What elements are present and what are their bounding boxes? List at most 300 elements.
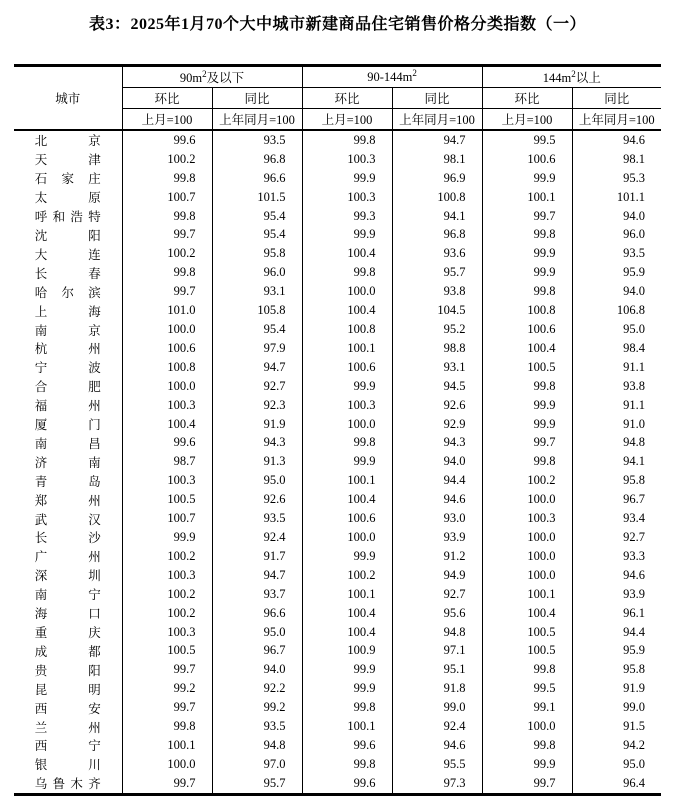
index-value-cell: 99.8 <box>302 434 392 453</box>
index-value-cell: 99.9 <box>302 377 392 396</box>
table-row <box>14 339 661 358</box>
mom-base-header: 上月=100 <box>482 109 572 131</box>
index-value-cell: 101.0 <box>122 301 212 320</box>
index-value-cell: 100.3 <box>302 188 392 207</box>
index-value-cell: 92.6 <box>392 396 482 415</box>
index-value-cell: 95.0 <box>572 755 661 774</box>
table-row <box>14 528 661 547</box>
city-name: 郑州 <box>34 493 101 508</box>
index-value-cell: 92.6 <box>212 490 302 509</box>
index-value-cell: 100.3 <box>122 396 212 415</box>
index-value-cell: 92.2 <box>212 679 302 698</box>
city-name: 北京 <box>34 134 101 149</box>
table-row <box>14 755 661 774</box>
index-value-cell: 99.8 <box>482 736 572 755</box>
city-cell <box>14 604 122 623</box>
index-value-cell: 99.9 <box>482 263 572 282</box>
index-value-cell: 100.8 <box>482 301 572 320</box>
index-value-cell: 91.9 <box>212 415 302 434</box>
index-value-cell: 106.8 <box>572 301 661 320</box>
table-row <box>14 169 661 188</box>
table-row <box>14 150 661 169</box>
table-row <box>14 585 661 604</box>
index-value-cell: 93.5 <box>212 130 302 150</box>
table-row <box>14 471 661 490</box>
city-name: 西宁 <box>34 739 101 754</box>
index-value-cell: 100.0 <box>482 717 572 736</box>
yoy-header: 同比 <box>392 88 482 109</box>
yoy-header: 同比 <box>212 88 302 109</box>
index-value-cell: 96.9 <box>392 169 482 188</box>
index-value-cell: 99.9 <box>302 679 392 698</box>
index-value-cell: 99.7 <box>122 282 212 301</box>
index-value-cell: 98.1 <box>392 150 482 169</box>
city-name: 青岛 <box>34 474 101 489</box>
index-value-cell: 99.9 <box>482 415 572 434</box>
index-value-cell: 96.8 <box>212 150 302 169</box>
index-value-cell: 99.8 <box>482 377 572 396</box>
mom-base-header: 上月=100 <box>302 109 392 131</box>
table-row <box>14 282 661 301</box>
index-value-cell: 92.7 <box>572 528 661 547</box>
index-value-cell: 100.1 <box>482 585 572 604</box>
index-value-cell: 100.7 <box>122 188 212 207</box>
table-row <box>14 188 661 207</box>
index-value-cell: 99.8 <box>122 169 212 188</box>
index-value-cell: 101.1 <box>572 188 661 207</box>
index-value-cell: 99.8 <box>122 207 212 226</box>
index-value-cell: 99.7 <box>122 698 212 717</box>
index-value-cell: 97.1 <box>392 641 482 660</box>
index-value-cell: 99.8 <box>482 660 572 679</box>
index-value-cell: 99.0 <box>392 698 482 717</box>
index-value-cell: 96.7 <box>212 641 302 660</box>
index-value-cell: 100.9 <box>302 641 392 660</box>
index-value-cell: 92.4 <box>392 717 482 736</box>
city-name: 海口 <box>34 607 101 622</box>
yoy-base-header: 上年同月=100 <box>392 109 482 131</box>
city-name: 西安 <box>34 701 101 716</box>
index-value-cell: 99.5 <box>482 679 572 698</box>
index-value-cell: 100.4 <box>482 339 572 358</box>
index-value-cell: 91.1 <box>572 358 661 377</box>
table-row <box>14 604 661 623</box>
city-name: 银川 <box>34 758 101 773</box>
table-body <box>14 130 661 794</box>
city-cell <box>14 566 122 585</box>
index-value-cell: 99.8 <box>482 226 572 245</box>
city-cell <box>14 263 122 282</box>
city-cell <box>14 301 122 320</box>
index-value-cell: 100.2 <box>122 547 212 566</box>
index-value-cell: 99.8 <box>302 130 392 150</box>
index-value-cell: 100.0 <box>122 377 212 396</box>
table-row <box>14 301 661 320</box>
index-value-cell: 100.1 <box>302 339 392 358</box>
city-cell <box>14 471 122 490</box>
table-row <box>14 774 661 794</box>
index-value-cell: 96.0 <box>212 263 302 282</box>
city-name: 宁波 <box>34 361 101 376</box>
city-cell <box>14 585 122 604</box>
city-name: 兰州 <box>34 720 101 735</box>
index-value-cell: 93.7 <box>212 585 302 604</box>
index-value-cell: 100.7 <box>122 509 212 528</box>
city-name: 深圳 <box>34 569 101 584</box>
index-value-cell: 95.3 <box>572 169 661 188</box>
city-cell <box>14 282 122 301</box>
index-value-cell: 99.9 <box>482 396 572 415</box>
city-name: 南昌 <box>34 436 101 451</box>
index-value-cell: 94.1 <box>392 207 482 226</box>
table-row <box>14 377 661 396</box>
city-cell <box>14 169 122 188</box>
index-value-cell: 96.8 <box>392 226 482 245</box>
index-value-cell: 95.0 <box>572 320 661 339</box>
city-cell <box>14 774 122 794</box>
index-value-cell: 95.4 <box>212 320 302 339</box>
mom-header: 环比 <box>482 88 572 109</box>
index-value-cell: 100.3 <box>122 623 212 642</box>
index-value-cell: 100.4 <box>482 604 572 623</box>
mom-header: 环比 <box>302 88 392 109</box>
index-value-cell: 91.7 <box>212 547 302 566</box>
index-value-cell: 94.0 <box>572 282 661 301</box>
index-value-cell: 93.5 <box>212 717 302 736</box>
index-value-cell: 100.2 <box>122 585 212 604</box>
city-cell <box>14 490 122 509</box>
table-row <box>14 698 661 717</box>
city-cell <box>14 509 122 528</box>
city-cell <box>14 320 122 339</box>
index-value-cell: 100.5 <box>482 358 572 377</box>
city-cell <box>14 339 122 358</box>
size-group-header-over144: $144m^2$以上 <box>482 66 661 88</box>
index-value-cell: 93.1 <box>212 282 302 301</box>
city-name: 重庆 <box>34 626 101 641</box>
index-value-cell: 100.4 <box>302 604 392 623</box>
index-value-cell: 100.0 <box>302 282 392 301</box>
index-value-cell: 100.5 <box>482 641 572 660</box>
index-value-cell: 96.0 <box>572 226 661 245</box>
index-value-cell: 100.6 <box>302 509 392 528</box>
index-value-cell: 99.8 <box>302 263 392 282</box>
index-value-cell: 100.8 <box>122 358 212 377</box>
city-cell <box>14 358 122 377</box>
page-title: 表3：2025年1月70个大中城市新建商品住宅销售价格分类指数（一） <box>88 16 586 33</box>
city-name: 武汉 <box>34 512 101 527</box>
index-value-cell: 101.5 <box>212 188 302 207</box>
index-value-cell: 99.7 <box>482 774 572 794</box>
city-name: 福州 <box>34 399 101 414</box>
table-row <box>14 226 661 245</box>
index-value-cell: 93.5 <box>572 244 661 263</box>
index-value-cell: 91.1 <box>572 396 661 415</box>
index-value-cell: 104.5 <box>392 301 482 320</box>
index-value-cell: 94.8 <box>392 623 482 642</box>
index-value-cell: 100.1 <box>302 717 392 736</box>
mom-base-header: 上月=100 <box>122 109 212 131</box>
index-value-cell: 91.3 <box>212 452 302 471</box>
city-name: 成都 <box>34 644 101 659</box>
index-value-cell: 95.8 <box>572 660 661 679</box>
index-value-cell: 99.8 <box>302 698 392 717</box>
index-value-cell: 100.6 <box>482 150 572 169</box>
index-value-cell: 100.4 <box>302 301 392 320</box>
index-value-cell: 105.8 <box>212 301 302 320</box>
index-value-cell: 94.2 <box>572 736 661 755</box>
index-value-cell: 97.0 <box>212 755 302 774</box>
index-value-cell: 95.7 <box>212 774 302 794</box>
city-cell <box>14 150 122 169</box>
index-value-cell: 95.5 <box>392 755 482 774</box>
index-value-cell: 99.9 <box>302 226 392 245</box>
table-row <box>14 679 661 698</box>
index-value-cell: 93.9 <box>392 528 482 547</box>
index-value-cell: 99.9 <box>302 169 392 188</box>
index-value-cell: 100.0 <box>482 490 572 509</box>
superscript-2: 2 <box>571 68 576 79</box>
city-cell <box>14 130 122 150</box>
index-value-cell: 100.0 <box>122 755 212 774</box>
index-value-cell: 100.1 <box>302 585 392 604</box>
index-value-cell: 94.7 <box>392 130 482 150</box>
city-cell <box>14 736 122 755</box>
index-value-cell: 92.4 <box>212 528 302 547</box>
index-value-cell: 100.3 <box>482 509 572 528</box>
table-row <box>14 263 661 282</box>
index-value-cell: 94.6 <box>392 490 482 509</box>
index-value-cell: 91.0 <box>572 415 661 434</box>
city-cell <box>14 660 122 679</box>
city-cell <box>14 452 122 471</box>
index-value-cell: 100.3 <box>122 471 212 490</box>
index-value-cell: 99.8 <box>482 452 572 471</box>
index-value-cell: 98.8 <box>392 339 482 358</box>
index-value-cell: 100.6 <box>122 339 212 358</box>
city-cell <box>14 415 122 434</box>
index-value-cell: 99.9 <box>302 547 392 566</box>
index-value-cell: 100.4 <box>302 623 392 642</box>
city-cell <box>14 547 122 566</box>
index-value-cell: 100.0 <box>482 566 572 585</box>
index-value-cell: 99.7 <box>122 226 212 245</box>
table-row <box>14 547 661 566</box>
superscript-2: 2 <box>412 68 417 79</box>
index-value-cell: 91.8 <box>392 679 482 698</box>
city-cell <box>14 679 122 698</box>
index-value-cell: 95.6 <box>392 604 482 623</box>
index-value-cell: 99.9 <box>122 528 212 547</box>
index-value-cell: 100.4 <box>302 244 392 263</box>
table-row <box>14 509 661 528</box>
yoy-header: 同比 <box>572 88 661 109</box>
mom-header: 环比 <box>122 88 212 109</box>
index-value-cell: 93.8 <box>392 282 482 301</box>
index-value-cell: 100.8 <box>302 320 392 339</box>
size-group-header-90-144: $90-144m^2$ <box>302 66 482 88</box>
index-value-cell: 92.9 <box>392 415 482 434</box>
city-cell <box>14 207 122 226</box>
city-name: 广州 <box>34 550 101 565</box>
index-value-cell: 98.4 <box>572 339 661 358</box>
index-value-cell: 100.8 <box>392 188 482 207</box>
index-value-cell: 100.1 <box>122 736 212 755</box>
index-value-cell: 95.4 <box>212 207 302 226</box>
city-name: 贵阳 <box>34 663 101 678</box>
city-name: 长春 <box>34 266 101 281</box>
city-cell <box>14 698 122 717</box>
table-row <box>14 623 661 642</box>
index-value-cell: 99.9 <box>482 755 572 774</box>
index-value-cell: 93.4 <box>572 509 661 528</box>
index-value-cell: 92.7 <box>392 585 482 604</box>
index-value-cell: 93.9 <box>572 585 661 604</box>
index-value-cell: 94.3 <box>212 434 302 453</box>
table-row <box>14 660 661 679</box>
index-value-cell: 91.5 <box>572 717 661 736</box>
table-row <box>14 396 661 415</box>
index-value-cell: 99.1 <box>482 698 572 717</box>
table-row <box>14 358 661 377</box>
index-value-cell: 100.0 <box>482 547 572 566</box>
index-value-cell: 99.7 <box>122 660 212 679</box>
index-value-cell: 100.2 <box>122 150 212 169</box>
index-value-cell: 100.5 <box>482 623 572 642</box>
table-row <box>14 641 661 660</box>
city-name: 长沙 <box>34 531 101 546</box>
index-value-cell: 93.6 <box>392 244 482 263</box>
index-value-cell: 99.8 <box>122 717 212 736</box>
index-value-cell: 95.4 <box>212 226 302 245</box>
index-value-cell: 99.6 <box>302 774 392 794</box>
city-cell <box>14 244 122 263</box>
index-value-cell: 100.3 <box>302 396 392 415</box>
index-value-cell: 96.4 <box>572 774 661 794</box>
index-value-cell: 99.6 <box>122 434 212 453</box>
index-value-cell: 94.3 <box>392 434 482 453</box>
index-value-cell: 100.0 <box>122 320 212 339</box>
index-value-cell: 100.2 <box>122 244 212 263</box>
index-value-cell: 95.8 <box>212 244 302 263</box>
table-row <box>14 244 661 263</box>
table-row <box>14 736 661 755</box>
city-cell <box>14 717 122 736</box>
index-value-cell: 99.7 <box>482 207 572 226</box>
index-value-cell: 98.1 <box>572 150 661 169</box>
index-value-cell: 99.8 <box>122 263 212 282</box>
index-value-cell: 99.9 <box>302 452 392 471</box>
index-value-cell: 99.3 <box>302 207 392 226</box>
city-name: 昆明 <box>34 682 101 697</box>
index-value-cell: 94.7 <box>212 566 302 585</box>
index-value-cell: 95.7 <box>392 263 482 282</box>
city-name: 杭州 <box>34 342 101 357</box>
index-value-cell: 97.3 <box>392 774 482 794</box>
index-value-cell: 100.6 <box>302 358 392 377</box>
index-value-cell: 93.3 <box>572 547 661 566</box>
index-value-cell: 100.3 <box>122 566 212 585</box>
index-value-cell: 94.5 <box>392 377 482 396</box>
index-value-cell: 94.6 <box>572 566 661 585</box>
yoy-base-header: 上年同月=100 <box>572 109 661 131</box>
index-value-cell: 100.0 <box>482 528 572 547</box>
table-header <box>14 66 661 131</box>
index-value-cell: 100.2 <box>482 471 572 490</box>
table-row <box>14 717 661 736</box>
city-name: 南京 <box>34 323 101 338</box>
index-value-cell: 99.5 <box>482 130 572 150</box>
index-value-cell: 98.7 <box>122 452 212 471</box>
index-value-cell: 99.7 <box>122 774 212 794</box>
table-row <box>14 566 661 585</box>
index-value-cell: 96.6 <box>212 169 302 188</box>
index-value-cell: 99.9 <box>302 660 392 679</box>
index-value-cell: 97.9 <box>212 339 302 358</box>
index-value-cell: 94.4 <box>572 623 661 642</box>
index-value-cell: 100.4 <box>302 490 392 509</box>
index-value-cell: 93.1 <box>392 358 482 377</box>
city-name: 厦门 <box>34 418 101 433</box>
index-value-cell: 99.9 <box>482 244 572 263</box>
index-value-cell: 96.7 <box>572 490 661 509</box>
index-value-cell: 94.9 <box>392 566 482 585</box>
index-value-cell: 94.0 <box>572 207 661 226</box>
table-row <box>14 452 661 471</box>
city-name: 太原 <box>34 191 101 206</box>
index-value-cell: 95.1 <box>392 660 482 679</box>
index-value-cell: 96.1 <box>572 604 661 623</box>
table-row <box>14 415 661 434</box>
table-row <box>14 490 661 509</box>
index-value-cell: 94.0 <box>212 660 302 679</box>
index-value-cell: 99.6 <box>122 130 212 150</box>
table-row <box>14 130 661 150</box>
city-cell <box>14 528 122 547</box>
city-name: 济南 <box>34 455 101 470</box>
index-value-cell: 99.6 <box>302 736 392 755</box>
index-value-cell: 92.7 <box>212 377 302 396</box>
index-value-cell: 94.7 <box>212 358 302 377</box>
index-value-cell: 94.6 <box>572 130 661 150</box>
index-value-cell: 100.2 <box>122 604 212 623</box>
city-cell <box>14 755 122 774</box>
index-value-cell: 100.0 <box>302 415 392 434</box>
superscript-2: 2 <box>202 68 207 79</box>
index-value-cell: 93.5 <box>212 509 302 528</box>
city-column-header: 城市 <box>14 66 122 131</box>
index-value-cell: 100.5 <box>122 641 212 660</box>
size-group-header-under90: $90m^2$及以下 <box>122 66 302 88</box>
index-value-cell: 94.8 <box>572 434 661 453</box>
index-value-cell: 100.1 <box>482 188 572 207</box>
city-cell <box>14 188 122 207</box>
city-name: 石家庄 <box>34 172 101 187</box>
index-value-cell: 95.9 <box>572 263 661 282</box>
index-value-cell: 93.8 <box>572 377 661 396</box>
index-value-cell: 91.9 <box>572 679 661 698</box>
index-value-cell: 94.1 <box>572 452 661 471</box>
index-value-cell: 95.8 <box>572 471 661 490</box>
index-value-cell: 95.0 <box>212 623 302 642</box>
city-name: 南宁 <box>34 588 101 603</box>
city-name: 哈尔滨 <box>34 285 101 300</box>
city-name: 天津 <box>34 153 101 168</box>
city-name: 乌鲁木齐 <box>34 777 101 792</box>
index-value-cell: 95.9 <box>572 641 661 660</box>
index-value-cell: 95.2 <box>392 320 482 339</box>
index-value-cell: 93.0 <box>392 509 482 528</box>
